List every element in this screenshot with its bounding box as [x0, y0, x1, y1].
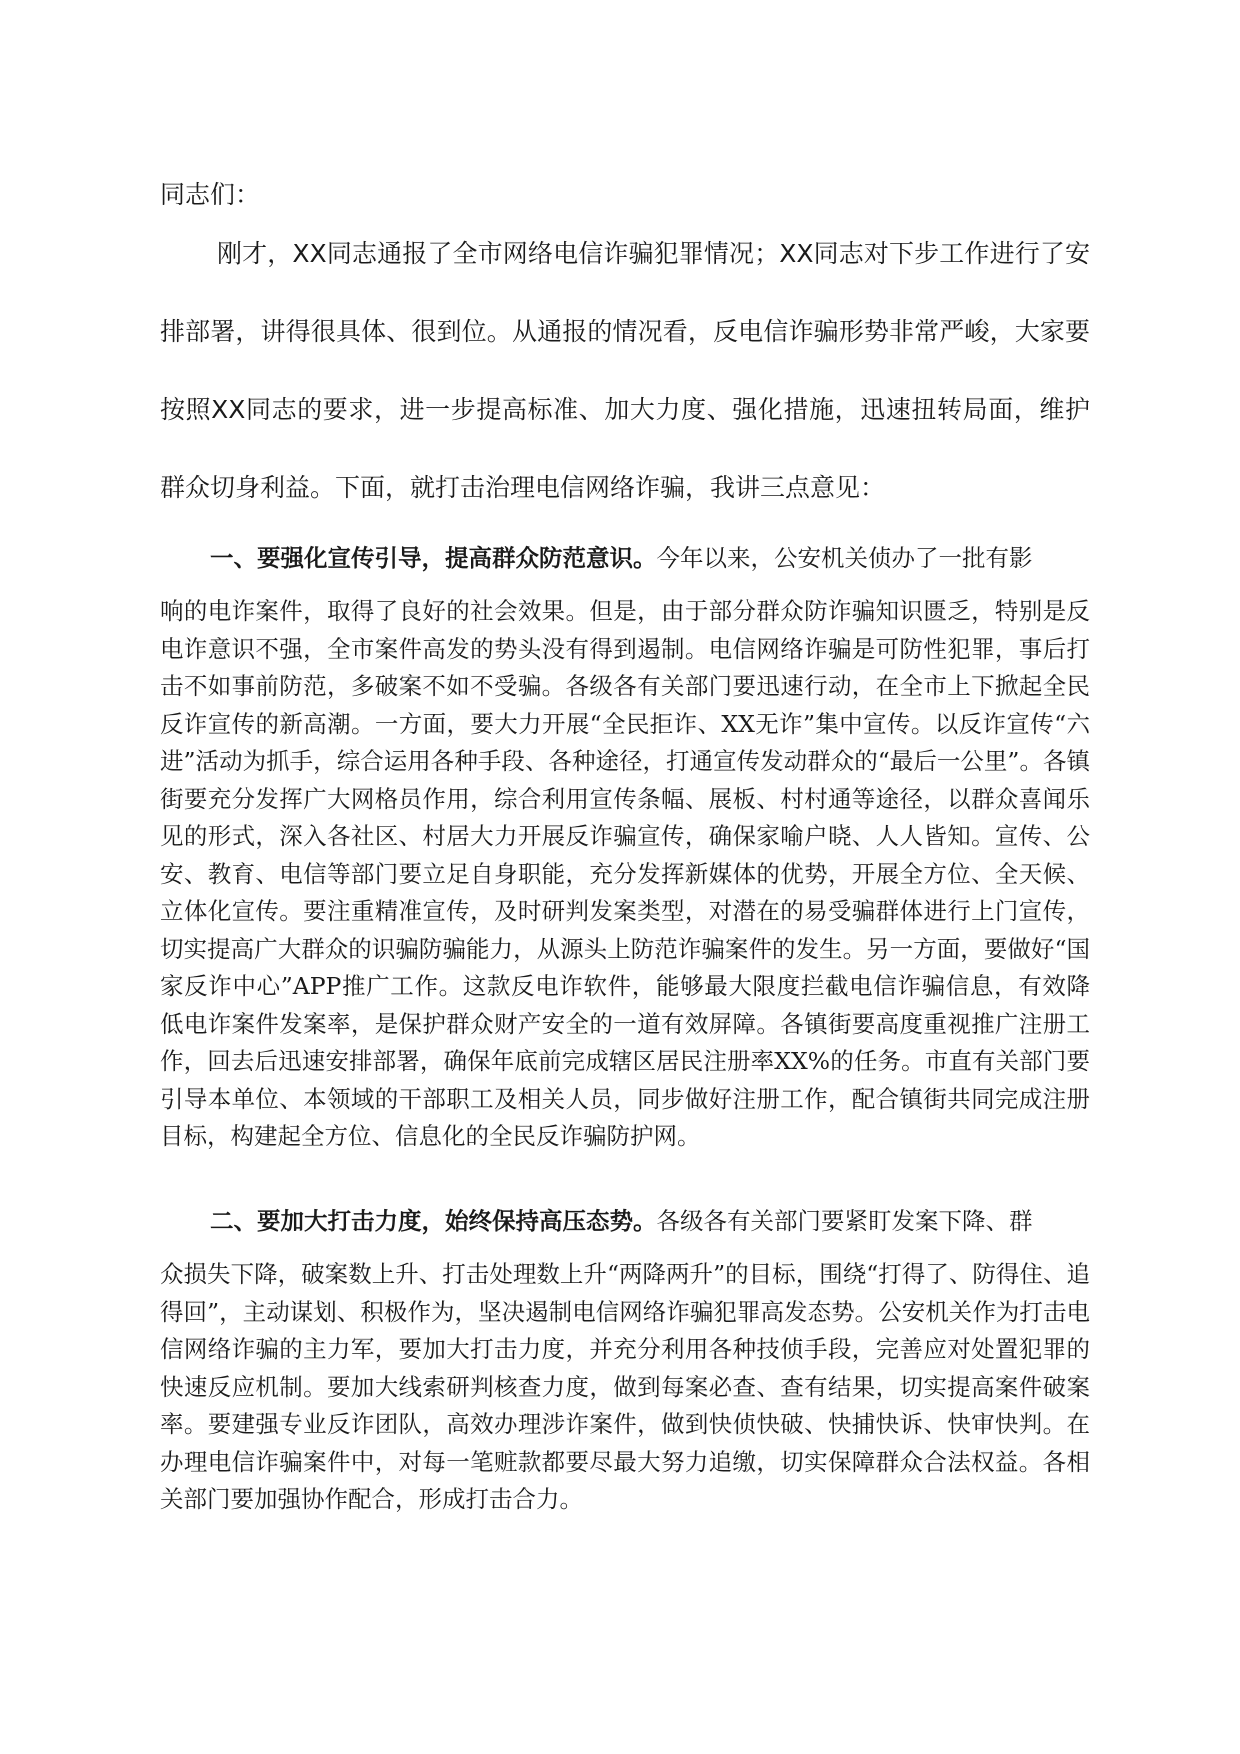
- section-one: [160, 538, 1090, 1156]
- intro-paragraph: 刚才，XX同志通报了全市网络电信诈骗犯罪情况；XX同志对下步工作进行了安排部署，讲得很具体、很到位。从通报的情况看，反电信诈骗形势非常严峻，大家要按照XX同志的要求，进一步提高标准、加大力度、强化措施，迅速扭转局面，维护群众切身利益。下面，就打击治理电信网络诈骗，我讲三点意见：: [160, 239, 1090, 502]
- section-one-lead-line: [160, 538, 1090, 578]
- section-two-body: 众损失下降，破案数上升、打击处理数上升“两降两升”的目标，围绕“打得了、防得住、追得回”，主动谋划、积极作为，坚决遏制电信网络诈骗犯罪高发态势。公安机关作为打击电信网络诈骗的主力军，要加大打击力度，并充分利用各种技侦手段，完善应对处置犯罪的快速反应机制。要加大线索研判核查力度，做到每案必查、查有结果，切实提高案件破案率。要建强专业反诈团队，高效办理涉诈案件，做到快侦快破、快捕快诉、快审快判。在办理电信诈骗案件中，对每一笔赃款都要尽最大努力追缴，切实保障群众合法权益。各相关部门要加强协作配合，形成打击合力。: [160, 1260, 1090, 1513]
- section-one-lead-text: 今年以来，公安机关侦办了一批有影: [656, 544, 1033, 572]
- section-two-heading: 二、要加大打击力度，始终保持高压态势。: [210, 1207, 657, 1235]
- salutation: 同志们：: [160, 180, 261, 209]
- section-one-body: 响的电诈案件，取得了良好的社会效果。但是，由于部分群众防诈骗知识匮乏，特别是反电诈意识不强，全市案件高发的势头没有得到遏制。电信网络诈骗是可防性犯罪，事后打击不如事前防范，多破案不如不受骗。各级各有关部门要迅速行动，在全市上下掀起全民反诈宣传的新高潮。一方面，要大力开展“全民拒诈、XX无诈”集中宣传。以反诈宣传“六进”活动为抓手，综合运用各种手段、各种途径，打通宣传发动群众的“最后一公里”。各镇街要充分发挥广大网格员作用，综合利用宣传条幅、展板、村村通等途径，以群众喜闻乐见的形式，深入各社区、村居大力开展反诈骗宣传，确保家喻户晓、人人皆知。宣传、公安、教育、电信等部门要立足自身职能，充分发挥新媒体的优势，开展全方位、全天候、立体化宣传。要注重精准宣传，及时研判发案类型，对潜在的易受骗群体进行上门宣传，切实提高广大群众的识骗防骗能力，从源头上防范诈骗案件的发生。另一方面，要做好“国家反诈中心”APP推广工作。这款反电诈软件，能够最大限度拦截电信诈骗信息，有效降低电诈案件发案率，是保护群众财产安全的一道有效屏障。各镇街要高度重视推广注册工作，回去后迅速安排部署，确保年底前完成辖区居民注册率XX%的任务。市直有关部门要引导本单位、本领域的干部职工及相关人员，同步做好注册工作，配合镇街共同完成注册目标，构建起全方位、信息化的全民反诈骗防护网。: [160, 597, 1090, 1150]
- section-two-lead-text: 各级各有关部门要紧盯发案下降、群: [656, 1207, 1033, 1235]
- section-one-heading: 一、要强化宣传引导，提高群众防范意识。: [210, 544, 657, 572]
- section-two: [160, 1201, 1090, 1519]
- section-two-lead-line: [160, 1201, 1090, 1241]
